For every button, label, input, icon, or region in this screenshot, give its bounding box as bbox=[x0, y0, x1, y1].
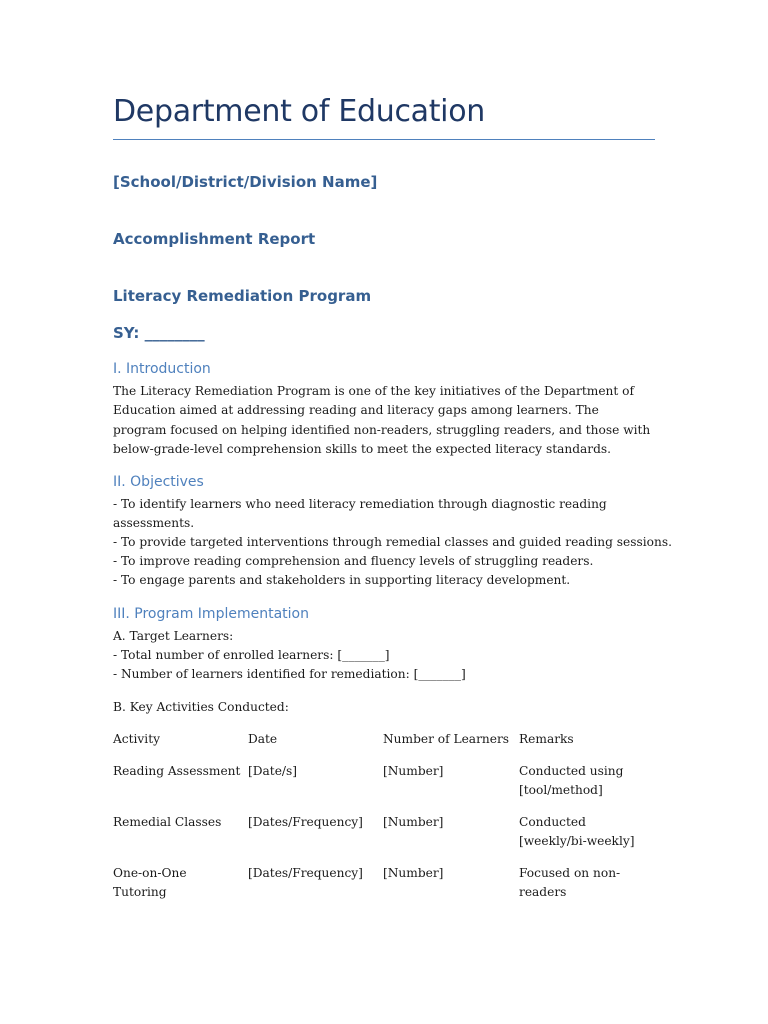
objective-item: - To identify learners who need literacy remediation through diagnostic reading assessments. bbox=[113, 497, 607, 531]
target-learners-item: - Total number of enrolled learners: [_______] bbox=[113, 648, 390, 662]
title-divider bbox=[113, 139, 655, 140]
table-cell: Remedial Classes bbox=[113, 815, 222, 829]
table-cell: Conducted [weekly/bi-weekly] bbox=[519, 815, 635, 848]
table-header-cell: Remarks bbox=[519, 732, 574, 746]
school-name-heading: [School/District/Division Name] bbox=[113, 173, 378, 191]
table-cell: [Number] bbox=[383, 764, 444, 778]
table-cell: [Number] bbox=[383, 866, 444, 880]
report-type-heading: Accomplishment Report bbox=[113, 230, 316, 248]
program-name-heading: Literacy Remediation Program bbox=[113, 287, 372, 305]
objectives-heading: II. Objectives bbox=[113, 474, 204, 490]
introduction-text: The Literacy Remediation Program is one of the key initiatives of the Department of Education aimed at addressing reading and literacy gaps among learners. The program focused on helping identified non-readers, struggling readers, and those with below-grade-level comprehension skills to meet the expected literacy standards. bbox=[113, 384, 651, 456]
objective-item: - To provide targeted interventions through remedial classes and guided reading sessions. bbox=[113, 535, 672, 549]
introduction-heading: I. Introduction bbox=[113, 361, 211, 377]
objective-item: - To engage parents and stakeholders in supporting literacy development. bbox=[113, 573, 571, 587]
table-header-cell: Number of Learners bbox=[383, 732, 510, 746]
target-learners-label: A. Target Learners: bbox=[113, 629, 234, 643]
table-cell: One-on-One Tutoring bbox=[113, 866, 187, 899]
document-title: Department of Education bbox=[113, 94, 485, 129]
table-cell: [Number] bbox=[383, 815, 444, 829]
table-cell: Focused on non-readers bbox=[519, 866, 621, 899]
activities-label: B. Key Activities Conducted: bbox=[113, 700, 289, 714]
table-cell: [Dates/Frequency] bbox=[248, 815, 363, 829]
school-year-field: SY: ________ bbox=[113, 324, 205, 342]
target-learners-item: - Number of learners identified for remediation: [_______] bbox=[113, 667, 466, 681]
table-cell: Conducted using [tool/method] bbox=[519, 764, 624, 797]
table-cell: Reading Assessment bbox=[113, 764, 241, 778]
objective-item: - To improve reading comprehension and fluency levels of struggling readers. bbox=[113, 554, 594, 568]
table-cell: [Dates/Frequency] bbox=[248, 866, 363, 880]
table-cell: [Date/s] bbox=[248, 764, 298, 778]
implementation-heading: III. Program Implementation bbox=[113, 606, 309, 622]
table-header-cell: Activity bbox=[113, 732, 160, 746]
table-header-cell: Date bbox=[248, 732, 278, 746]
